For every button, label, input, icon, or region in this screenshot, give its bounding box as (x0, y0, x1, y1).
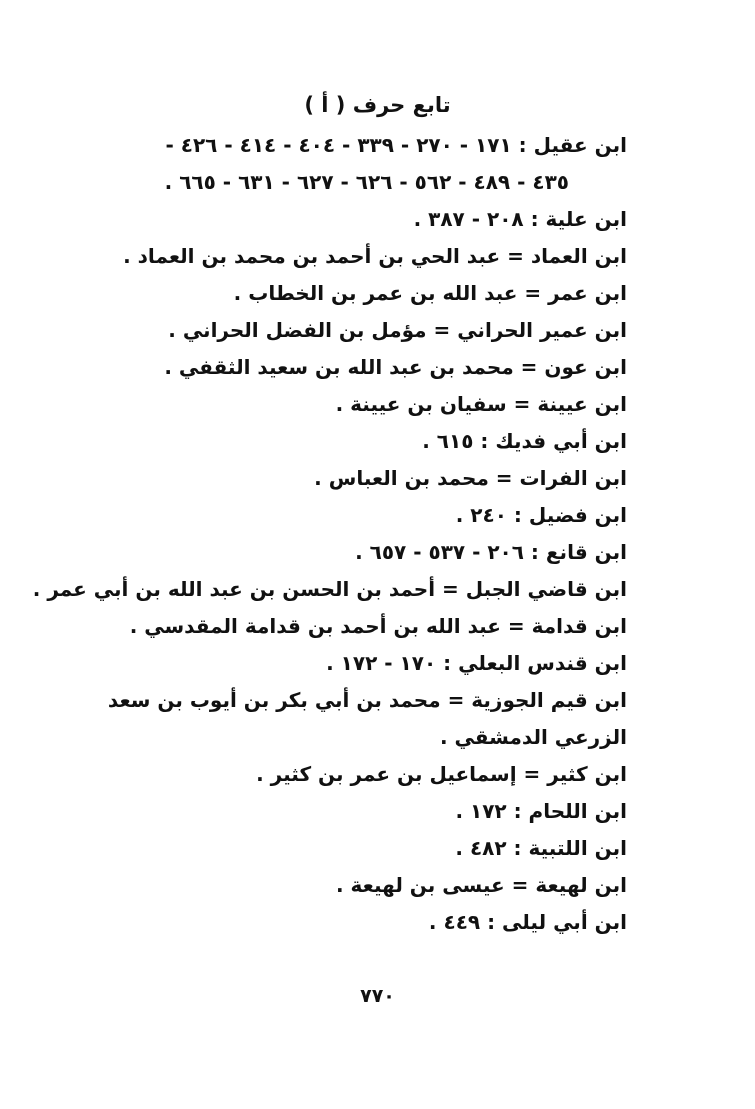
index-entry: ابن علية : ٢٠٨ - ٣٨٧ . (413, 207, 627, 231)
index-entry: ابن أبي ليلى : ٤٤٩ . (428, 910, 627, 934)
index-entry: ابن قندس البعلي : ١٧٠ - ١٧٢ . (326, 651, 627, 675)
index-entry: ابن اللتبية : ٤٨٢ . (455, 836, 627, 860)
index-entry: ابن قيم الجوزية = محمد بن أبي بكر بن أيوب بن سعد الزرعي الدمشقي . (107, 688, 627, 749)
index-entry: ابن قانع : ٢٠٦ - ٥٣٧ - ٦٥٧ . (355, 540, 627, 564)
index-entry: ابن عقيل : ١٧١ - ٢٧٠ - ٣٣٩ - ٤٠٤ - ٤١٤ - ٤٢٦ - (165, 133, 627, 157)
index-entry: ابن قدامة = عبد الله بن أحمد بن قدامة المقدسي . (129, 614, 627, 638)
section-heading: تابع حرف ( أ ) (304, 93, 451, 117)
index-list (32, 127, 627, 941)
index-entry: ابن اللحام : ١٧٢ . (455, 799, 627, 823)
index-entry: ابن عون = محمد بن عبد الله بن سعيد الثقفي . (164, 355, 627, 379)
index-entry: ابن أبي فديك : ٦١٥ . (422, 429, 627, 453)
index-entry: ابن عمير الحراني = مؤمل بن الفضل الحراني . (168, 318, 627, 342)
index-entry: ابن كثير = إسماعيل بن عمر بن كثير . (256, 762, 627, 786)
index-entry: ابن عيينة = سفيان بن عيينة . (335, 392, 627, 416)
index-entry: ابن الفرات = محمد بن العباس . (314, 466, 627, 490)
index-entry: ابن فضيل : ٢٤٠ . (455, 503, 627, 527)
index-entry: ابن قاضي الجبل = أحمد بن الحسن بن عبد الله بن أبي عمر . (32, 577, 627, 601)
index-entry: ابن لهيعة = عيسى بن لهيعة . (335, 873, 627, 897)
index-entry-continuation: ٤٣٥ - ٤٨٩ - ٥٦٢ - ٦٢٦ - ٦٢٧ - ٦٣١ - ٦٦٥ . (164, 170, 569, 194)
page-number: ٧٧٠ (360, 985, 395, 1007)
index-entry: ابن العماد = عبد الحي بن أحمد بن محمد بن العماد . (123, 244, 627, 268)
index-entry: ابن عمر = عبد الله بن عمر بن الخطاب . (233, 281, 627, 305)
